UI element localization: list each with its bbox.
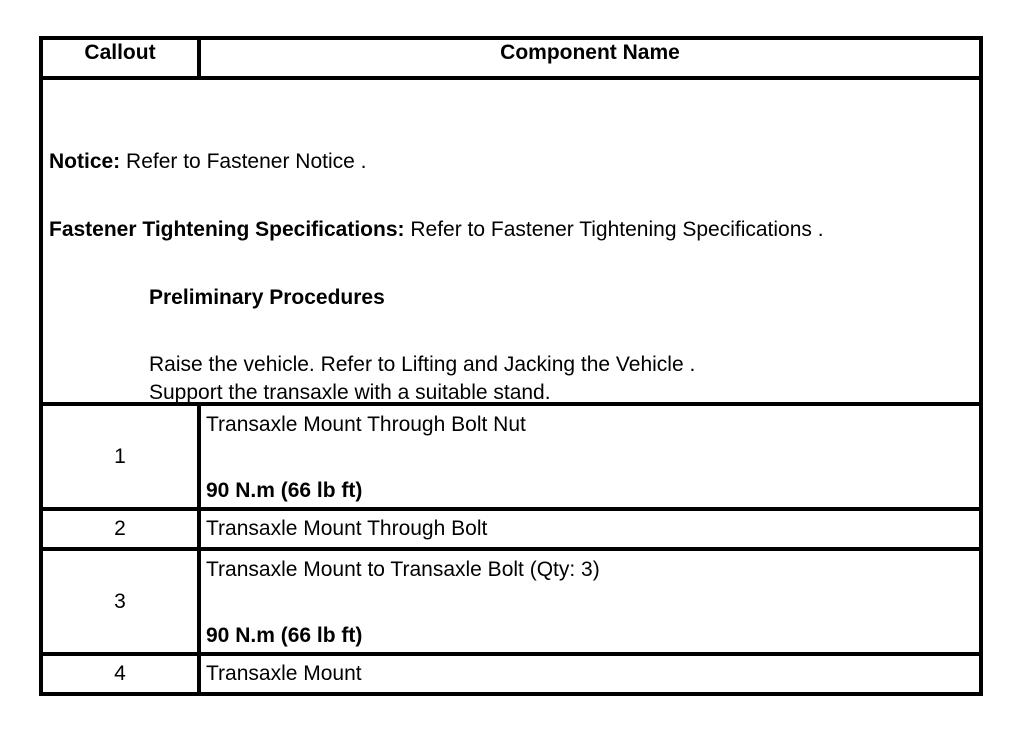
- component-cell: [199, 404, 981, 509]
- fastener-spec-label: Fastener Tightening Specifications:: [49, 218, 405, 241]
- notice-cell: [41, 78, 981, 404]
- notice-line: [49, 149, 366, 174]
- procedure-step-2: Support the transaxle with a suitable stand.: [149, 381, 551, 404]
- callout-number: 2: [41, 509, 199, 549]
- table-header-row: [41, 38, 981, 78]
- torque-spec: 90 N.m (66 lb ft): [206, 479, 363, 502]
- component-name: Transaxle Mount to Transaxle Bolt (Qty: 3): [206, 558, 600, 581]
- notice-label: Notice:: [49, 150, 121, 173]
- component-table: [39, 36, 983, 696]
- fastener-spec-line: [49, 217, 824, 242]
- callout-number: 4: [41, 654, 199, 694]
- callout-number: 3: [41, 549, 199, 654]
- notice-text: Refer to Fastener Notice .: [126, 150, 367, 173]
- component-name: Transaxle Mount Through Bolt: [199, 509, 981, 549]
- table-row: [41, 549, 981, 654]
- table-row: [41, 509, 981, 549]
- component-name-column-header: Component Name: [199, 38, 981, 78]
- preliminary-procedures-heading-text: Preliminary Procedures: [149, 286, 385, 309]
- notice-row: [41, 78, 981, 404]
- torque-spec: 90 N.m (66 lb ft): [206, 624, 363, 647]
- component-cell: [199, 549, 981, 654]
- table-row: [41, 654, 981, 694]
- component-name: Transaxle Mount Through Bolt Nut: [206, 413, 526, 436]
- component-name: Transaxle Mount: [199, 654, 981, 694]
- callout-column-header: Callout: [41, 38, 199, 78]
- procedure-step-1: Raise the vehicle. Refer to Lifting and Jacking the Vehicle .: [149, 353, 696, 376]
- table-row: [41, 404, 981, 509]
- callout-number: 1: [41, 404, 199, 509]
- preliminary-procedures-heading: [149, 285, 385, 310]
- fastener-spec-text: Refer to Fastener Tightening Specifications .: [410, 218, 824, 241]
